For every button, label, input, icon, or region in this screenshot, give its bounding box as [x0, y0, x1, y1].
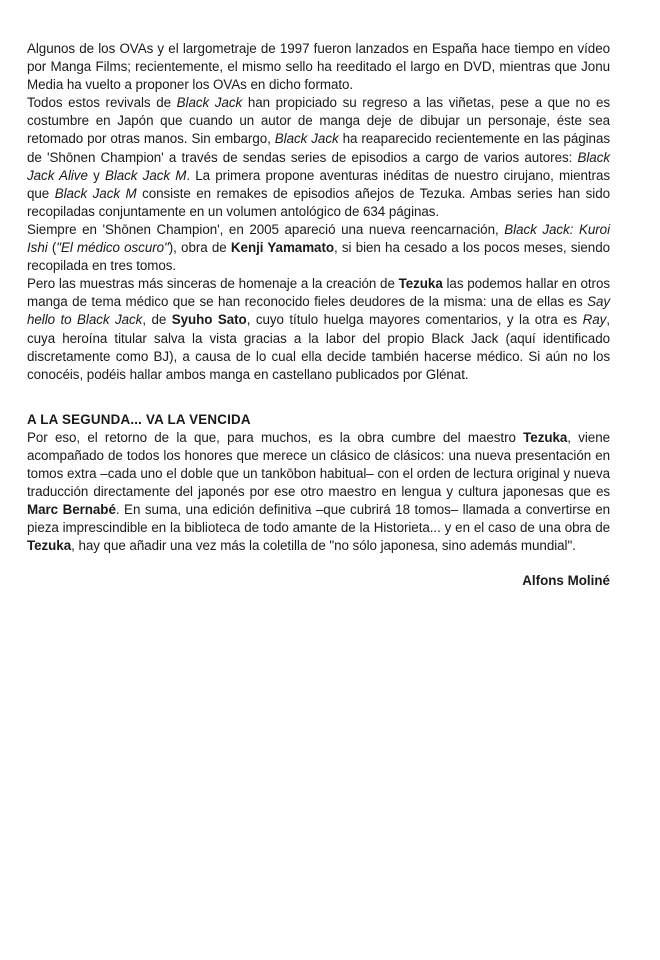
- text-run: Pero las muestras más sinceras de homenaje a la creación de: [27, 276, 399, 292]
- title-italic: Black Jack: Kuroi Ishi: [27, 221, 610, 256]
- paragraph-retorno: [27, 429, 610, 556]
- text-run: ), obra de: [168, 240, 231, 256]
- title-italic: Say hello to Black Jack: [27, 294, 610, 328]
- text-run: Algunos de los OVAs y el largometraje de 1997 fueron lanzados en España hace tiempo en vídeo por Manga Films; recientemente, el mismo sello ha reeditado el largo en DVD, mientras que Jonu Media ha vuelto a proponer los OVAs en dicho formato.: [27, 41, 610, 93]
- emphasis-name: Tezuka: [398, 276, 443, 292]
- paragraph-homenaje: [27, 275, 610, 384]
- text-run: , viene acompañado de todos los honores que merece un clásico de clásicos: una nueva presentación en tomos extra –cada uno el doble que un tankōbon habitual– con el orden de lectura original y nueva traducción directamente del japonés por ese otro maestro en lengua y cultura japonesas que es: [27, 429, 610, 500]
- text-run: , cuyo título huelga mayores comentarios, y la otra es: [246, 312, 583, 328]
- text-run: , cuya heroína titular salva la vista gracias a la labor del propio Black Jack (aquí identificado discretamente como BJ), a causa de lo cual ella decide también hacerse médico. Si aún no los conocéis, podéis hallar ambos manga en castellano publicados por Glénat.: [27, 312, 610, 382]
- emphasis-name: Syuho Sato: [171, 312, 247, 328]
- text-run: Siempre en 'Shōnen Champion', en 2005 apareció una nueva reencarnación,: [27, 221, 505, 237]
- emphasis-name: Tezuka: [27, 538, 72, 554]
- text-run: , hay que añadir una vez más la coletilla de "no sólo japonesa, sino además mundial".: [71, 538, 576, 554]
- text-run: han propiciado su regreso a las viñetas, pese a que no es costumbre en Japón que cuando un autor de manga deje de dibujar un personaje, éste sea retomado por otras manos. Sin embargo,: [27, 95, 611, 147]
- title-italic: Ray: [582, 312, 607, 328]
- text-run: Todos estos revivals de: [27, 95, 177, 111]
- paragraph-revivals: [27, 94, 610, 221]
- text-run: , si bien ha cesado a los pocos meses, siendo recopilada en tres tomos.: [27, 240, 610, 274]
- title-italic: "El médico oscuro": [56, 240, 169, 256]
- title-italic: Black Jack M: [104, 167, 187, 183]
- title-italic: Black Jack: [274, 131, 339, 147]
- emphasis-name: Kenji Yamamato: [230, 240, 334, 256]
- text-run: . La primera propone aventuras inéditas de nuestro cirujano, mientras que: [27, 167, 610, 201]
- text-run: las podemos hallar en otros manga de tema médico que se han reconocido fieles deudores de la misma: una de ellas es: [27, 276, 610, 310]
- text-run: y: [87, 167, 105, 183]
- text-run: consiste en remakes de episodios añejos de Tezuka. Ambas series han sido recopiladas conjuntamente en un volumen antológico de 634 páginas.: [27, 185, 610, 219]
- text-run: , de: [142, 312, 172, 328]
- paragraph-ovas: [27, 40, 610, 94]
- title-italic: Black Jack: [176, 95, 243, 111]
- text-run: Por eso, el retorno de la que, para muchos, es la obra cumbre del maestro: [27, 429, 524, 445]
- text-run: (: [47, 240, 57, 256]
- text-run: ha reaparecido recientemente en las páginas de 'Shōnen Champion' a través de sendas series de episodios a cargo de varios autores:: [27, 131, 611, 165]
- section-heading: A LA SEGUNDA... VA LA VENCIDA: [27, 411, 251, 427]
- paragraph-kuroi-ishi: [27, 221, 610, 275]
- emphasis-name: Marc Bernabé: [27, 502, 116, 518]
- article-body: [27, 40, 610, 590]
- author-signature: Alfons Moliné: [522, 572, 610, 588]
- text-run: . En suma, una edición definitiva –que cubrirá 18 tomos– llamada a convertirse en pieza imprescindible en la biblioteca de todo amante de la Historieta... y en el caso de una obra de: [27, 502, 610, 536]
- title-italic: Black Jack Alive: [27, 149, 610, 183]
- title-italic: Black Jack M: [54, 185, 137, 201]
- emphasis-name: Tezuka: [523, 429, 568, 445]
